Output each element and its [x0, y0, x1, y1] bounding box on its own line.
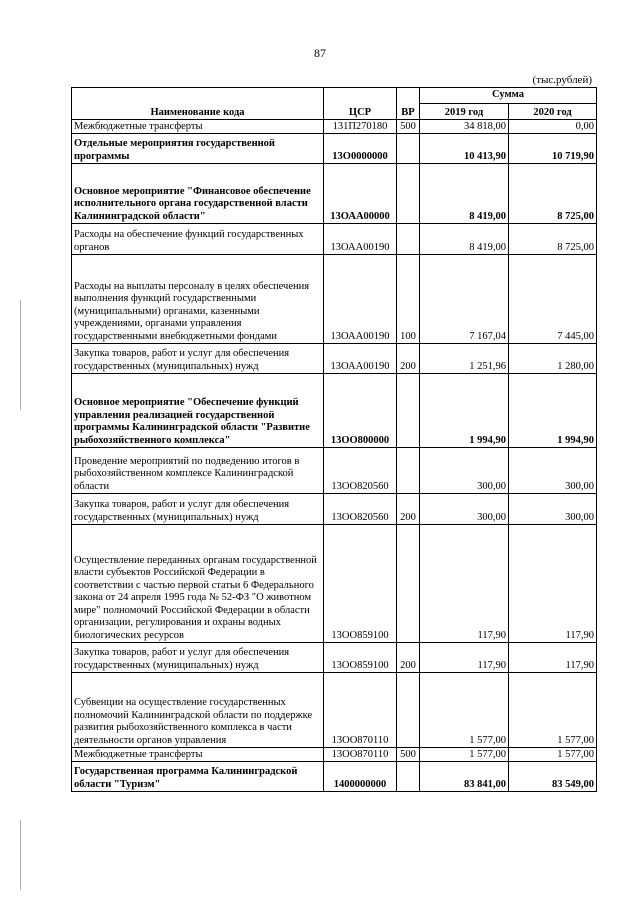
row-sum-2019: 117,90 — [420, 525, 509, 643]
row-vr — [397, 224, 420, 255]
row-csr: 13ОО800000 — [324, 374, 397, 448]
row-name: Расходы на обеспечение функций государственных органов — [72, 224, 324, 255]
row-sum-2020: 0,00 — [509, 120, 597, 134]
row-vr — [397, 762, 420, 792]
row-vr — [397, 673, 420, 748]
header-2019: 2019 год — [420, 104, 509, 120]
row-csr: 13ОАА00190 — [324, 224, 397, 255]
row-csr: 13ОО859100 — [324, 525, 397, 643]
row-sum-2020: 8 725,00 — [509, 224, 597, 255]
table-row — [72, 494, 597, 525]
row-name: Субвенции на осуществление государственных полномочий Калининградской области по поддержке развития рыбохозяйственного комплекса в части деятельности органов управления — [72, 673, 324, 748]
row-csr: 13ОО820560 — [324, 448, 397, 494]
row-name: Закупка товаров, работ и услуг для обеспечения государственных (муниципальных) нужд — [72, 344, 324, 374]
row-name: Межбюджетные трансферты — [72, 120, 324, 134]
table-row — [72, 134, 597, 164]
budget-table — [71, 87, 597, 792]
row-vr — [397, 525, 420, 643]
row-name: Государственная программа Калининградской области "Туризм" — [72, 762, 324, 792]
header-csr: ЦСР — [324, 88, 397, 120]
row-csr: 13ОАА00190 — [324, 255, 397, 344]
table-row — [72, 762, 597, 792]
row-name: Отдельные мероприятия государственной программы — [72, 134, 324, 164]
table-row — [72, 164, 597, 224]
row-vr: 100 — [397, 255, 420, 344]
row-vr: 500 — [397, 120, 420, 134]
header-vr: ВР — [397, 88, 420, 120]
table-row — [72, 448, 597, 494]
header-sum: Сумма — [420, 88, 597, 104]
row-sum-2020: 117,90 — [509, 643, 597, 673]
row-sum-2020: 300,00 — [509, 448, 597, 494]
row-vr: 200 — [397, 344, 420, 374]
row-sum-2020: 83 549,00 — [509, 762, 597, 792]
row-csr: 13ОО820560 — [324, 494, 397, 525]
row-csr: 13О0000000 — [324, 134, 397, 164]
row-name: Осуществление переданных органам государственной власти субъектов Российской Федерации в соответствии с частью первой статьи 6 Федерального закона от 24 апреля 1995 года № 52-ФЗ "О животном мире" полномочий Российской Федерации в области организации, регулирования и охраны водных биологических ресурсов — [72, 525, 324, 643]
row-name: Межбюджетные трансферты — [72, 748, 324, 762]
row-sum-2019: 300,00 — [420, 494, 509, 525]
row-sum-2019: 8 419,00 — [420, 164, 509, 224]
table-row — [72, 224, 597, 255]
scan-margin-mark — [20, 820, 21, 890]
row-sum-2019: 300,00 — [420, 448, 509, 494]
row-csr: 13ОО859100 — [324, 643, 397, 673]
row-sum-2019: 1 251,96 — [420, 344, 509, 374]
row-vr: 500 — [397, 748, 420, 762]
row-sum-2020: 1 994,90 — [509, 374, 597, 448]
row-csr: 13ОО870110 — [324, 673, 397, 748]
row-sum-2019: 117,90 — [420, 643, 509, 673]
row-sum-2019: 1 577,00 — [420, 748, 509, 762]
row-vr — [397, 164, 420, 224]
row-sum-2020: 117,90 — [509, 525, 597, 643]
table-row — [72, 374, 597, 448]
row-sum-2020: 300,00 — [509, 494, 597, 525]
table-row — [72, 748, 597, 762]
row-name: Расходы на выплаты персоналу в целях обеспечения выполнения функций государственными (муниципальными) органами, казенными учреждениями, органами управления государственными внебюджетными фондами — [72, 255, 324, 344]
row-vr — [397, 448, 420, 494]
row-name: Закупка товаров, работ и услуг для обеспечения государственных (муниципальных) нужд — [72, 494, 324, 525]
row-vr — [397, 134, 420, 164]
page-number: 87 — [314, 46, 326, 60]
row-sum-2019: 10 413,90 — [420, 134, 509, 164]
table-row — [72, 255, 597, 344]
row-sum-2019: 1 994,90 — [420, 374, 509, 448]
table-row — [72, 673, 597, 748]
row-sum-2019: 83 841,00 — [420, 762, 509, 792]
header-name: Наименование кода — [72, 88, 324, 120]
row-name: Закупка товаров, работ и услуг для обеспечения государственных (муниципальных) нужд — [72, 643, 324, 673]
row-csr: 131П270180 — [324, 120, 397, 134]
row-csr: 13ОО870110 — [324, 748, 397, 762]
table-row — [72, 120, 597, 134]
units-label: (тыс.рублей) — [532, 74, 592, 86]
row-sum-2020: 1 577,00 — [509, 673, 597, 748]
row-name: Основное мероприятие "Финансовое обеспечение исполнительного органа государственной власти Калининградской области" — [72, 164, 324, 224]
row-csr: 1400000000 — [324, 762, 397, 792]
table-row — [72, 643, 597, 673]
row-sum-2019: 34 818,00 — [420, 120, 509, 134]
row-csr: 13ОАА00190 — [324, 344, 397, 374]
row-vr — [397, 374, 420, 448]
scan-margin-mark — [20, 300, 21, 410]
row-sum-2020: 7 445,00 — [509, 255, 597, 344]
row-sum-2019: 7 167,04 — [420, 255, 509, 344]
table-row — [72, 525, 597, 643]
row-csr: 13ОАА00000 — [324, 164, 397, 224]
row-sum-2020: 1 577,00 — [509, 748, 597, 762]
table-row — [72, 344, 597, 374]
row-sum-2020: 10 719,90 — [509, 134, 597, 164]
row-sum-2020: 8 725,00 — [509, 164, 597, 224]
row-sum-2019: 8 419,00 — [420, 224, 509, 255]
row-name: Основное мероприятие "Обеспечение функций управления реализацией государственной программы Калининградской области "Развитие рыбохозяйственного комплекса" — [72, 374, 324, 448]
row-sum-2020: 1 280,00 — [509, 344, 597, 374]
header-2020: 2020 год — [509, 104, 597, 120]
row-vr: 200 — [397, 494, 420, 525]
row-vr: 200 — [397, 643, 420, 673]
row-name: Проведение мероприятий по подведению итогов в рыбохозяйственном комплексе Калининградской области — [72, 448, 324, 494]
row-sum-2019: 1 577,00 — [420, 673, 509, 748]
